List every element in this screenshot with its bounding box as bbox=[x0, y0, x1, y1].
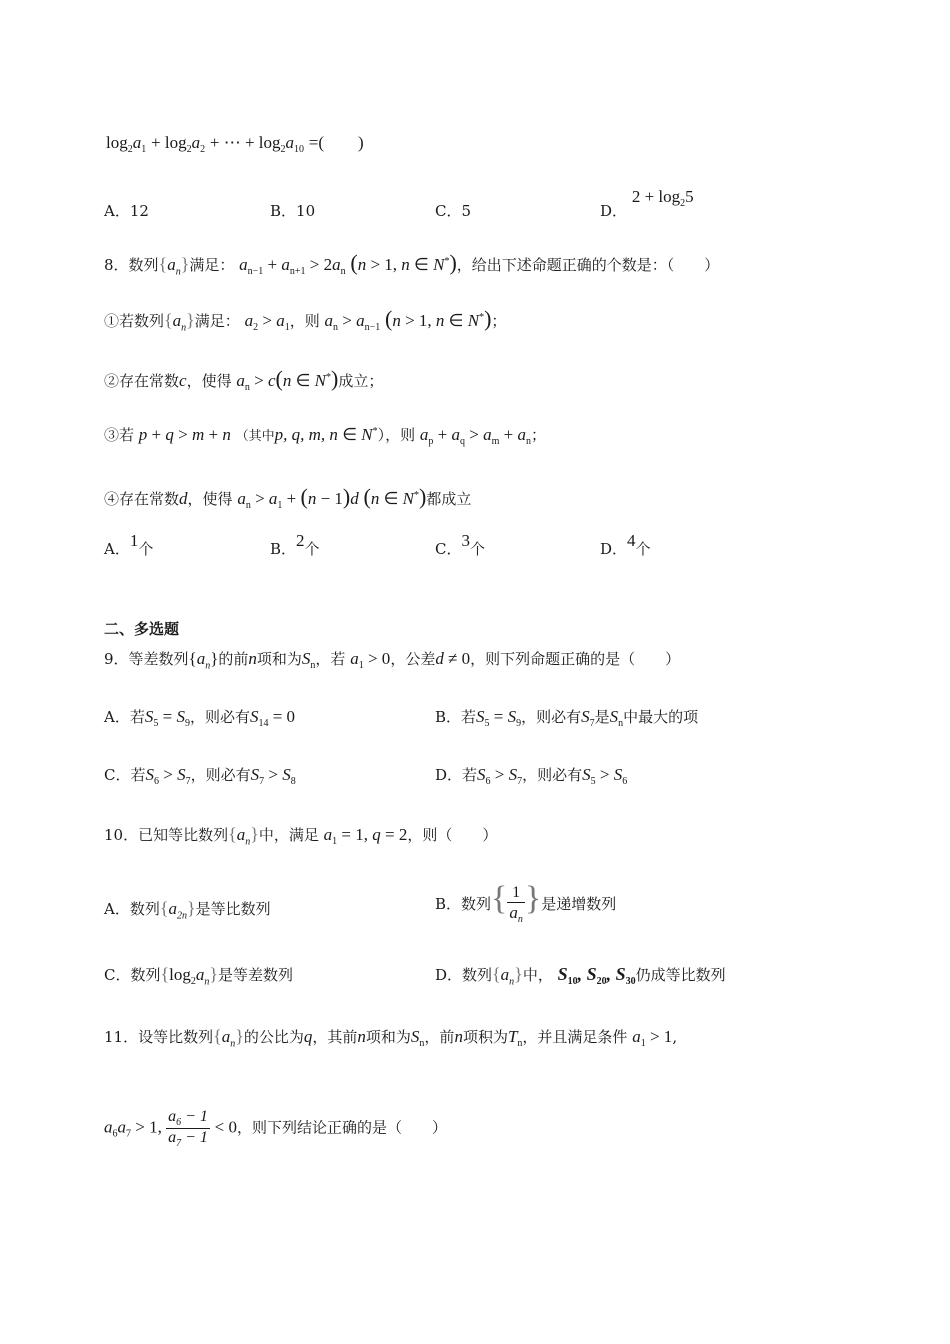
q9-option-a: A．若$S_5 = S_9$，则必有$S_{14} = 0$ bbox=[104, 707, 296, 729]
q10-option-d: D．数列$\{a_n\}$中， $S_{10}$, $S_{20}$, $S_{30}$仍成等比数列 bbox=[435, 964, 726, 988]
q7-option-b: B．10 bbox=[270, 202, 316, 220]
q8-option-c: C．3个 bbox=[435, 531, 485, 558]
q8-statement-3: ③若 p + q > m + n （其中p, q, m, n ∈ N*），则 $a_p + a_q > a_m + a_n$； bbox=[104, 425, 546, 447]
q8-statement-4: ④存在常数d，使得 $a_n > a_1 + (n - 1)d$ (n ∈ N*)都成立 bbox=[104, 484, 472, 511]
q9-option-b: B．若$S_5 = S_9$，则必有$S_7$是$S_n$中最大的项 bbox=[435, 707, 699, 729]
q7-option-d: D． $2 + \log_25$ bbox=[600, 187, 694, 220]
section-title: 二、多选题 bbox=[104, 620, 180, 638]
q8-statement-1: ①若数列$\{a_n\}$满足： $a_2 > a_1$，则 $a_n > a_{n-1}$ (n > 1, n ∈ N*)； bbox=[104, 306, 507, 334]
q9-stem: 9．等差数列$\{a_n\}$的前n项和为$S_n$，若 $a_1 > 0$，公差d ≠ 0，则下列命题正确的是（ ） bbox=[104, 649, 681, 672]
q8-option-a: A．1个 bbox=[104, 531, 154, 558]
q11-stem: 11．设等比数列$\{a_n\}$的公比为q，其前n项和为$S_n$，前n项积为$T_n$，并且满足条件 $a_1 > 1$, bbox=[104, 1026, 678, 1050]
q10-option-a: A．数列$\{a_{2n}\}$是等比数列 bbox=[104, 898, 271, 922]
q10-option-c: C．数列$\{\log_2a_n\}$是等差数列 bbox=[104, 964, 294, 988]
q8-stem: 8．数列$\{a_n\}$满足： $a_{n-1} + a_{n+1} > 2a_n$ (n > 1, n ∈ N*)，给出下述命题正确的个数是：（ ） bbox=[104, 250, 720, 278]
q7-option-d-label: D． bbox=[600, 202, 628, 220]
q8-statement-2: ②存在常数c，使得 $a_n > c(n$ ∈ N*)成立； bbox=[104, 366, 384, 393]
q7-option-a: A．12 bbox=[104, 202, 149, 220]
q8-option-d: D．4个 bbox=[600, 531, 651, 558]
q9-option-d: D．若$S_6 > S_7$，则必有$S_5 > S_6$ bbox=[435, 765, 628, 787]
q7-stem-tail: =( ) bbox=[308, 133, 364, 152]
q10-stem: 10．已知等比数列$\{a_n\}$中，满足 $a_1 = 1$, q = 2，则（ ） bbox=[104, 824, 498, 848]
q7-option-c: C．5 bbox=[435, 202, 472, 220]
q9-option-c: C．若$S_6 > S_7$，则必有$S_7 > S_8$ bbox=[104, 765, 296, 787]
q7-stem: $\log_2a_1 + \log_2a_2$ + ⋯ + $\log_2a_{10}$ =( ) bbox=[106, 133, 364, 155]
q8-option-b: B．2个 bbox=[270, 531, 320, 558]
q10-option-b: B．数列{ $\frac{1}{a_n}$ }是递增数列 bbox=[435, 880, 617, 926]
q11-condition: $a_6a_7 > 1$, $\frac{a_6 - 1}{a_7 - 1}$ < 0，则下列结论正确的是（ ） bbox=[104, 1108, 448, 1150]
